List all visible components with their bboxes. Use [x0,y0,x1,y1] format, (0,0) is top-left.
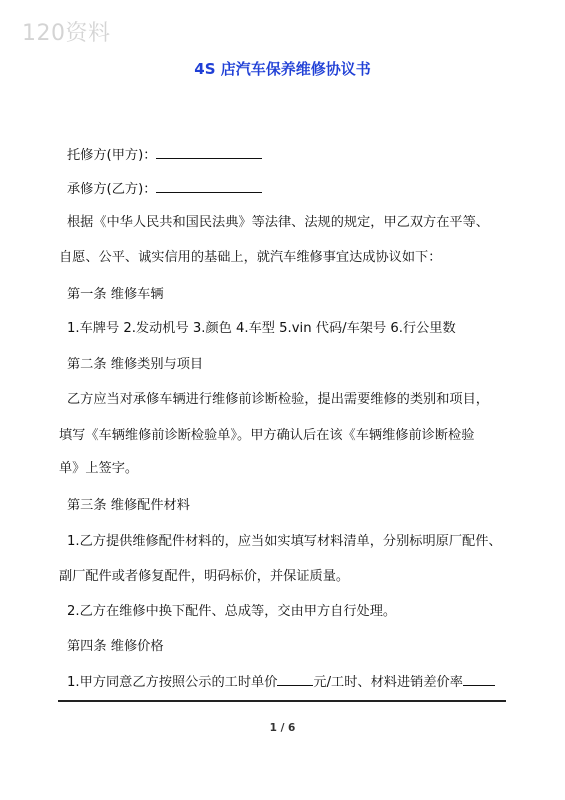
article-3-title: 第三条 维修配件材料 [67,498,190,513]
article-4-text-b: 元/工时、材料进销差价率 [313,675,463,690]
document-title: 4S 店汽车保养维修协议书 [194,60,371,78]
party-a-blank[interactable] [156,146,262,159]
article-3-body-1a: 1.乙方提供维修配件材料的，应当如实填写材料清单，分别标明原厂配件、 [67,534,502,549]
hourly-rate-blank[interactable] [277,673,313,686]
article-2-body-1: 乙方应当对承修车辆进行维修前诊断检验，提出需要维修的类别和项目， [67,392,489,407]
intro-line-1: 根据《中华人民共和国民法典》等法律、法规的规定，甲乙双方在平等、 [67,215,489,230]
article-2-body-3: 单》上签字。 [59,461,139,476]
party-a-label: 托修方(甲方)： [67,148,157,163]
article-1-title: 第一条 维修车辆 [67,287,164,302]
page-indicator: 1 / 6 [269,722,296,734]
article-2-title: 第二条 维修类别与项目 [67,357,204,372]
article-4-title: 第四条 维修价格 [67,639,164,654]
party-a-line [67,146,262,165]
article-4-text-a: 1.甲方同意乙方按照公示的工时单价 [67,675,278,690]
party-b-line [67,180,262,199]
intro-line-2: 自愿、公平、诚实信用的基础上，就汽车维修事宜达成协议如下： [59,250,442,265]
party-b-label: 承修方(乙方)： [67,182,157,197]
party-b-blank[interactable] [156,180,262,193]
article-1-body: 1.车牌号 2.发动机号 3.颜色 4.车型 5.vin 代码/车架号 6.行公里数 [67,321,456,336]
markup-rate-blank[interactable] [463,673,495,686]
watermark: 120资料 [22,21,111,46]
article-2-body-2: 填写《车辆维修前诊断检验单》。甲方确认后在该《车辆维修前诊断检验 [59,428,475,443]
footer-rule [58,700,506,702]
article-3-body-2: 2.乙方在维修中换下配件、总成等，交由甲方自行处理。 [67,604,397,619]
article-4-body-1 [67,673,495,692]
article-3-body-1b: 副厂配件或者修复配件，明码标价，并保证质量。 [59,569,350,584]
